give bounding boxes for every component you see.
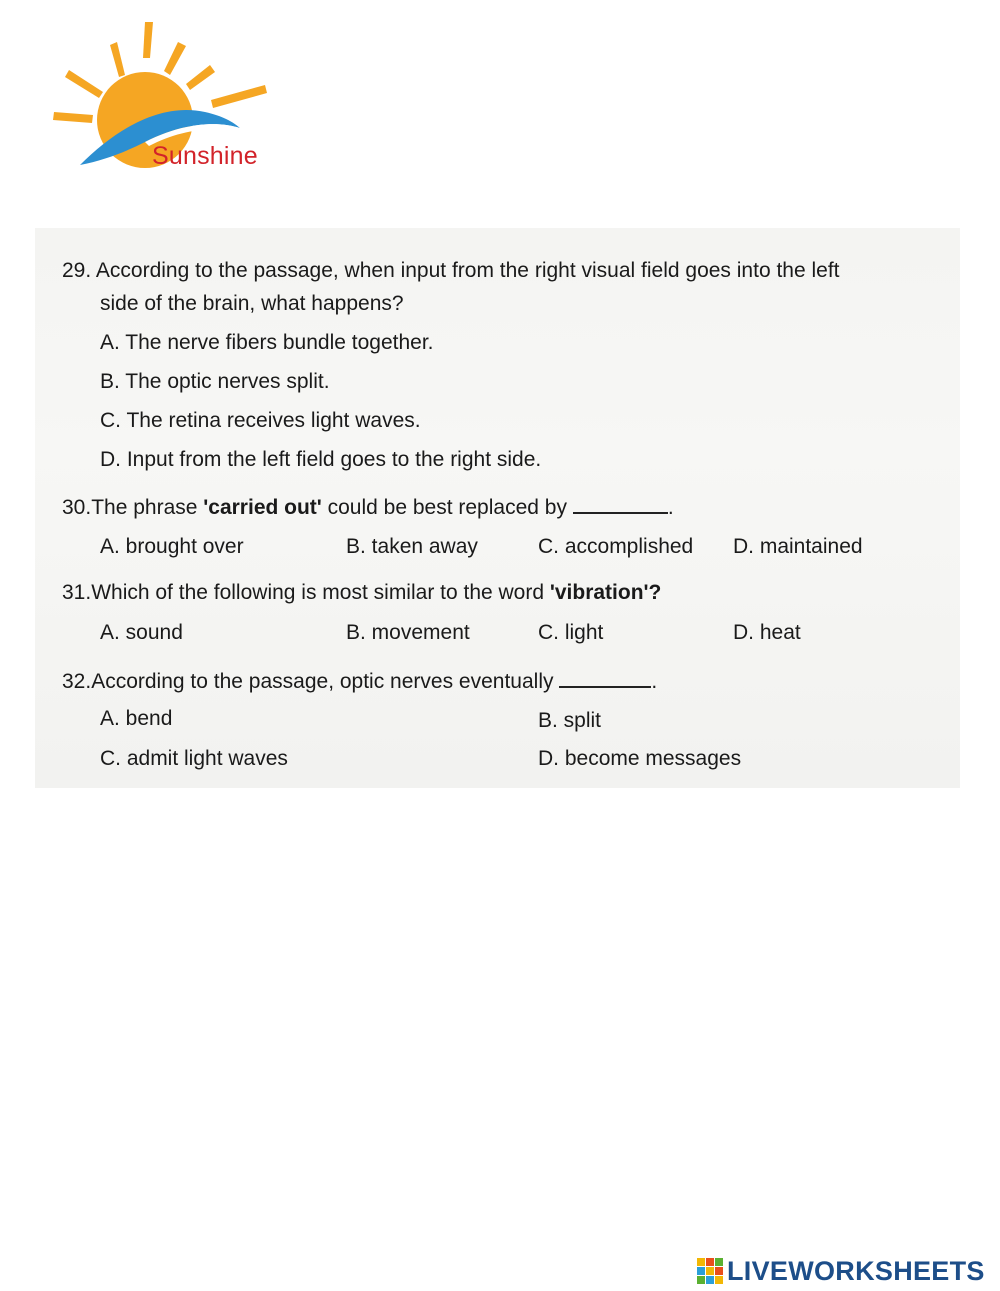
sunshine-logo (45, 20, 285, 180)
q31-option-c: C. light (538, 621, 604, 644)
liveworksheets-logo (697, 1256, 985, 1286)
q32-option-c: C. admit light waves (100, 747, 288, 770)
q29-option-a: A. The nerve fibers bundle together. (100, 331, 434, 354)
q29-option-c: C. The retina receives light waves. (100, 409, 421, 432)
question-text: Which of the following is most similar to the word (91, 581, 550, 604)
question-text: could be best replaced by (321, 496, 567, 519)
q32-option-b: B. split (538, 709, 602, 732)
q32-option-a: A. bend (100, 707, 173, 730)
liveworksheets-text: LIVEWORKSHEETS (727, 1255, 985, 1286)
q32-option-d: D. become messages (538, 747, 742, 770)
q29-option-d: D. Input from the left field goes to the right side. (100, 448, 542, 471)
q29-option-b: B. The optic nerves split. (100, 370, 330, 393)
q31-option-a: A. sound (100, 621, 183, 644)
question-29-line-1 (62, 258, 840, 284)
q31-option-b: B. movement (346, 621, 470, 644)
question-text: According to the passage, when input from the right visual field goes into the left (95, 259, 840, 282)
question-32: 32.According to the passage, optic nerves eventually . (62, 670, 658, 693)
question-text: The phrase (91, 496, 204, 519)
q30-option-a: A. brought over (100, 535, 244, 558)
question-number: 30. (62, 496, 92, 519)
emphasized-phrase: 'carried out' (203, 496, 322, 519)
q30-option-c: C. accomplished (538, 535, 694, 558)
question-text: According to the passage, optic nerves eventually (91, 670, 554, 693)
answer-blank[interactable] (573, 494, 668, 514)
question-31: 31.Which of the following is most similar to the word 'vibration'? (62, 581, 662, 604)
question-number: 31. (62, 581, 92, 604)
emphasized-phrase: 'vibration' (549, 581, 649, 604)
logo-text: Sunshine (152, 142, 258, 170)
question-number: 29. (62, 259, 92, 282)
question-29-line-2: side of the brain, what happens? (100, 292, 404, 315)
answer-blank[interactable] (559, 668, 651, 688)
question-number: 32. (62, 670, 92, 693)
q31-option-d: D. heat (733, 621, 801, 644)
question-30: 30.The phrase 'carried out' could be best replaced by . (62, 496, 674, 519)
liveworksheets-blocks-icon (697, 1258, 723, 1284)
q30-option-b: B. taken away (346, 535, 478, 558)
q30-option-d: D. maintained (733, 535, 863, 558)
